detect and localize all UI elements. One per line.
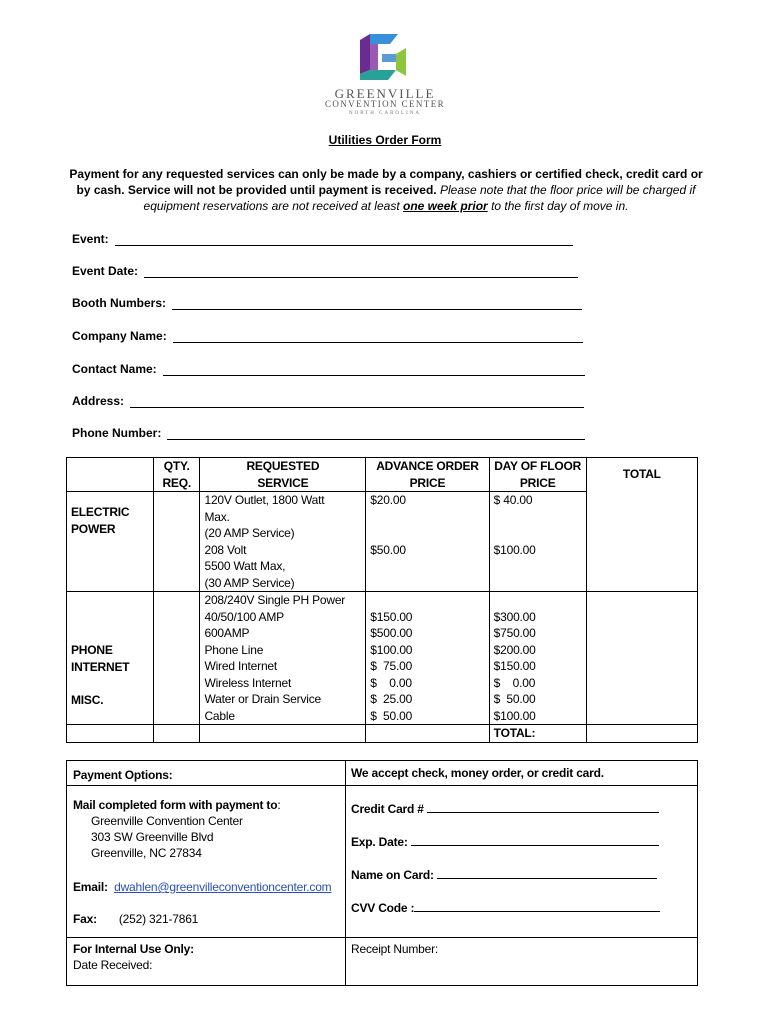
credit-card-field: Credit Card # <box>351 801 659 817</box>
address-field <box>72 394 584 408</box>
floor-price-header: DAY OF FLOOR PRICE <box>489 458 586 492</box>
booth-label: Booth Numbers: <box>72 296 166 310</box>
exp-date-input[interactable] <box>411 834 659 846</box>
company-label: Company Name: <box>72 329 167 343</box>
intro-emphasis: one week prior <box>403 199 488 213</box>
booth-input[interactable] <box>172 297 582 310</box>
address-input[interactable] <box>130 395 584 408</box>
grand-total-input[interactable] <box>586 725 697 743</box>
intro-bold: Payment for any requested services can only be made by a company, cashiers or certified check, credit card or by cash. Service will not be provided until payment is received. <box>69 167 703 197</box>
event-label: Event: <box>72 232 109 246</box>
event-field <box>72 232 573 246</box>
name-on-card-input[interactable] <box>437 867 657 879</box>
phone-label: Phone Number: <box>72 426 162 440</box>
event-date-field <box>72 264 578 278</box>
address-label: Address: <box>72 394 125 408</box>
contact-field <box>72 362 585 376</box>
phone-input[interactable] <box>167 427 585 440</box>
category-electric: ELECTRIC POWER <box>67 492 154 592</box>
intro-paragraph <box>66 166 706 214</box>
logo-subtitle: CONVENTION CENTER <box>324 99 446 109</box>
form-title: Utilities Order Form <box>328 133 442 147</box>
internal-use: For Internal Use Only: Date Received: <box>73 942 194 972</box>
fax-number: (252) 321-7861 <box>118 912 199 926</box>
event-input[interactable] <box>115 233 573 246</box>
qty-input[interactable] <box>153 492 200 592</box>
advance-price-header: ADVANCE ORDER PRICE <box>366 458 489 492</box>
contact-label: Contact Name: <box>72 362 157 376</box>
qty-header: QTY. REQ. <box>153 458 200 492</box>
email-link[interactable]: dwahlen@greenvilleconventioncenter.com <box>114 880 332 894</box>
intro-italic-b: to the first day of move in. <box>491 199 629 213</box>
table-row <box>67 592 698 725</box>
utilities-table <box>66 457 698 743</box>
floor-price-cell: $300.00 $750.00 $200.00 $150.00 $ 0.00 $ 50.00 $100.00 <box>489 592 586 725</box>
greenville-g-logo-icon <box>360 34 410 80</box>
cvv-input[interactable] <box>414 900 660 912</box>
category-phone-internet-misc: PHONE INTERNET MISC. <box>67 592 154 725</box>
exp-date-field: Exp. Date: <box>351 834 659 850</box>
qty-input[interactable] <box>153 592 200 725</box>
event-date-label: Event Date: <box>72 264 139 278</box>
table-total-row <box>67 725 698 743</box>
table-header-row <box>67 458 698 492</box>
total-label: TOTAL: <box>489 725 586 743</box>
payment-options-label: Payment Options: <box>73 768 173 782</box>
intro-italic-a: Please note that the floor price will be charged if equipment reservations are not received at least <box>143 183 696 213</box>
advance-price-cell: $20.00 $50.00 <box>366 492 489 592</box>
cvv-field: CVV Code : <box>351 900 660 916</box>
credit-card-input[interactable] <box>427 801 659 813</box>
total-header: TOTAL <box>586 458 697 592</box>
service-cell: 208/240V Single PH Power 40/50/100 AMP 600AMP Phone Line Wired Internet Wireless Internet Water or Drain Service Cable <box>200 592 366 725</box>
company-input[interactable] <box>173 330 583 343</box>
name-on-card-field: Name on Card: <box>351 867 657 883</box>
mail-instructions: Mail completed form with payment to: <box>73 798 281 812</box>
phone-field <box>72 426 585 440</box>
logo-name: GREENVILLE <box>334 86 436 101</box>
payment-box <box>66 760 698 986</box>
company-field <box>72 329 583 343</box>
total-input[interactable] <box>586 592 697 725</box>
email-row: Email: dwahlen@greenvilleconventioncenter.com <box>73 880 332 894</box>
event-date-input[interactable] <box>144 265 578 278</box>
fax-row: Fax: (252) 321-7861 <box>73 912 199 926</box>
logo-state: NORTH CAROLINA <box>348 111 421 116</box>
service-header: REQUESTED SERVICE <box>200 458 366 492</box>
contact-input[interactable] <box>163 363 585 376</box>
mail-address: Greenville Convention Center 303 SW Greenville Blvd Greenville, NC 27834 <box>91 814 243 860</box>
advance-price-cell: $150.00 $500.00 $100.00 $ 75.00 $ 0.00 $ 25.00 $ 50.00 <box>366 592 489 725</box>
accept-text: We accept check, money order, or credit card. <box>351 766 604 780</box>
floor-price-cell: $ 40.00 $100.00 <box>489 492 586 592</box>
receipt-number: Receipt Number: <box>351 942 439 956</box>
booth-field <box>72 296 582 310</box>
service-cell: 120V Outlet, 1800 Watt Max. (20 AMP Service) 208 Volt 5500 Watt Max, (30 AMP Service) <box>200 492 366 592</box>
